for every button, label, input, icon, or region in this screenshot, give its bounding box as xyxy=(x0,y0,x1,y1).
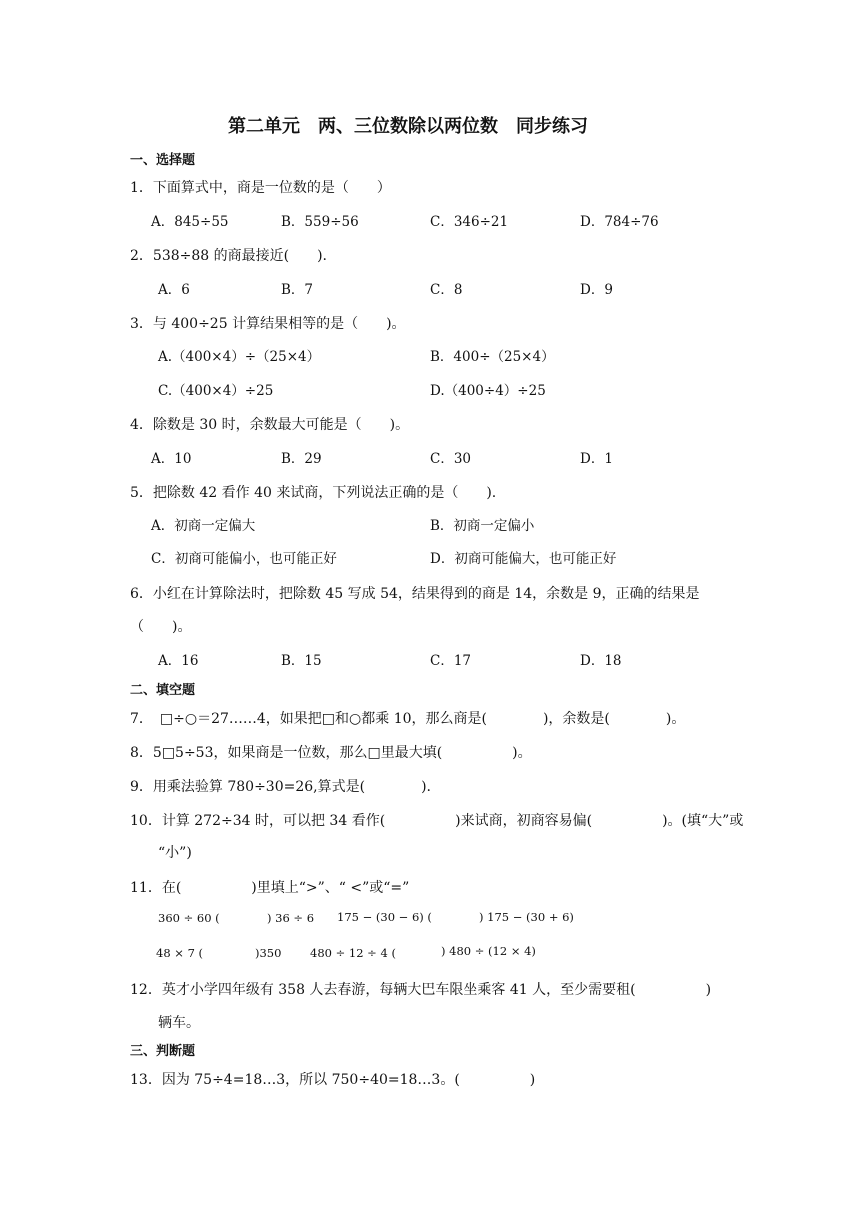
question-4-option-c: C．30 xyxy=(430,451,472,467)
question-5-stem: 5．把除数 42 看作 40 来试商，下列说法正确的是（ ). xyxy=(130,485,497,501)
question-2-stem: 2．538÷88 的商最接近( ). xyxy=(130,248,327,264)
question-3-option-d: D.（400÷4）÷25 xyxy=(430,383,546,399)
question-12-line-1: 12．英才小学四年级有 358 人去春游，每辆大巴车限坐乘客 41 人，至少需要租( ) xyxy=(130,982,712,998)
question-1-option-d: D．784÷76 xyxy=(580,214,659,230)
question-9: 9．用乘法验算 780÷30=26,算式是( ). xyxy=(130,779,431,795)
question-11-expression-4-right: ) 480 ÷ (12 × 4) xyxy=(441,944,536,958)
question-11-expression-2-right: ) 175 − (30 + 6) xyxy=(479,910,574,924)
question-5-option-c: C．初商可能偏小，也可能正好 xyxy=(151,551,337,567)
question-11-expression-4: 480 ÷ 12 ÷ 4 ( xyxy=(310,946,396,960)
question-10-line-1: 10．计算 272÷34 时，可以把 34 看作( )来试商，初商容易偏( )。(填“大”或 xyxy=(130,813,744,829)
question-6-option-b: B．15 xyxy=(281,653,322,669)
question-11-expression-2: 175 − (30 − 6) ( xyxy=(337,910,432,924)
question-2-option-a: A．6 xyxy=(158,282,190,298)
question-1-stem: 1．下面算式中，商是一位数的是（ ） xyxy=(130,180,391,196)
question-3-option-b: B．400÷（25×4） xyxy=(430,349,555,365)
question-4-option-d: D．1 xyxy=(580,451,613,467)
question-3-option-a: A.（400×4）÷（25×4） xyxy=(158,349,321,365)
question-11-expression-3: 48 × 7 ( xyxy=(156,946,204,960)
question-11-expression-1-right: ) 36 ÷ 6 xyxy=(267,911,315,925)
question-3-stem: 3．与 400÷25 计算结果相等的是（ )。 xyxy=(130,316,406,332)
question-8: 8．5□5÷53，如果商是一位数，那么□里最大填( )。 xyxy=(130,745,532,761)
page-title: 第二单元 两、三位数除以两位数 同步练习 xyxy=(228,116,588,137)
question-4-option-a: A．10 xyxy=(151,451,192,467)
question-6-stem: 6．小红在计算除法时，把除数 45 写成 54，结果得到的商是 14，余数是 9，正确的结果是 xyxy=(130,586,700,602)
question-6-option-a: A．16 xyxy=(158,653,199,669)
question-5-option-a: A．初商一定偏大 xyxy=(151,518,256,534)
question-2-option-b: B．7 xyxy=(281,282,314,298)
section-heading-choice: 一、选择题 xyxy=(130,153,196,168)
section-heading-fill: 二、填空题 xyxy=(130,683,196,698)
question-7: 7． □÷○＝27……4，如果把□和○都乘 10，那么商是( )，余数是( )。 xyxy=(130,711,686,727)
question-12-line-2: 辆车。 xyxy=(158,1015,200,1031)
question-5-option-d: D．初商可能偏大，也可能正好 xyxy=(430,551,617,567)
question-6-stem-continued: （ )。 xyxy=(130,619,192,635)
question-4-stem: 4．除数是 30 时，余数最大可能是（ )。 xyxy=(130,417,410,433)
question-11-stem: 11．在( )里填上“>”、“ <”或“=” xyxy=(130,880,410,896)
question-5-option-b: B．初商一定偏小 xyxy=(430,518,535,534)
question-3-option-c: C.（400×4）÷25 xyxy=(158,383,274,399)
question-2-option-c: C．8 xyxy=(430,282,463,298)
question-11-expression-1: 360 ÷ 60 ( xyxy=(158,911,220,925)
question-1-option-c: C．346÷21 xyxy=(430,214,509,230)
question-11-expression-3-right: )350 xyxy=(255,946,282,960)
question-1-option-a: A．845÷55 xyxy=(151,214,229,230)
question-1-option-b: B．559÷56 xyxy=(281,214,359,230)
question-6-option-d: D．18 xyxy=(580,653,622,669)
question-2-option-d: D．9 xyxy=(580,282,613,298)
question-10-line-2: “小”) xyxy=(158,845,192,861)
question-6-option-c: C．17 xyxy=(430,653,472,669)
question-4-option-b: B．29 xyxy=(281,451,322,467)
section-heading-judge: 三、判断题 xyxy=(130,1044,196,1059)
question-13: 13．因为 75÷4=18…3，所以 750÷40=18…3。( ) xyxy=(130,1072,536,1088)
